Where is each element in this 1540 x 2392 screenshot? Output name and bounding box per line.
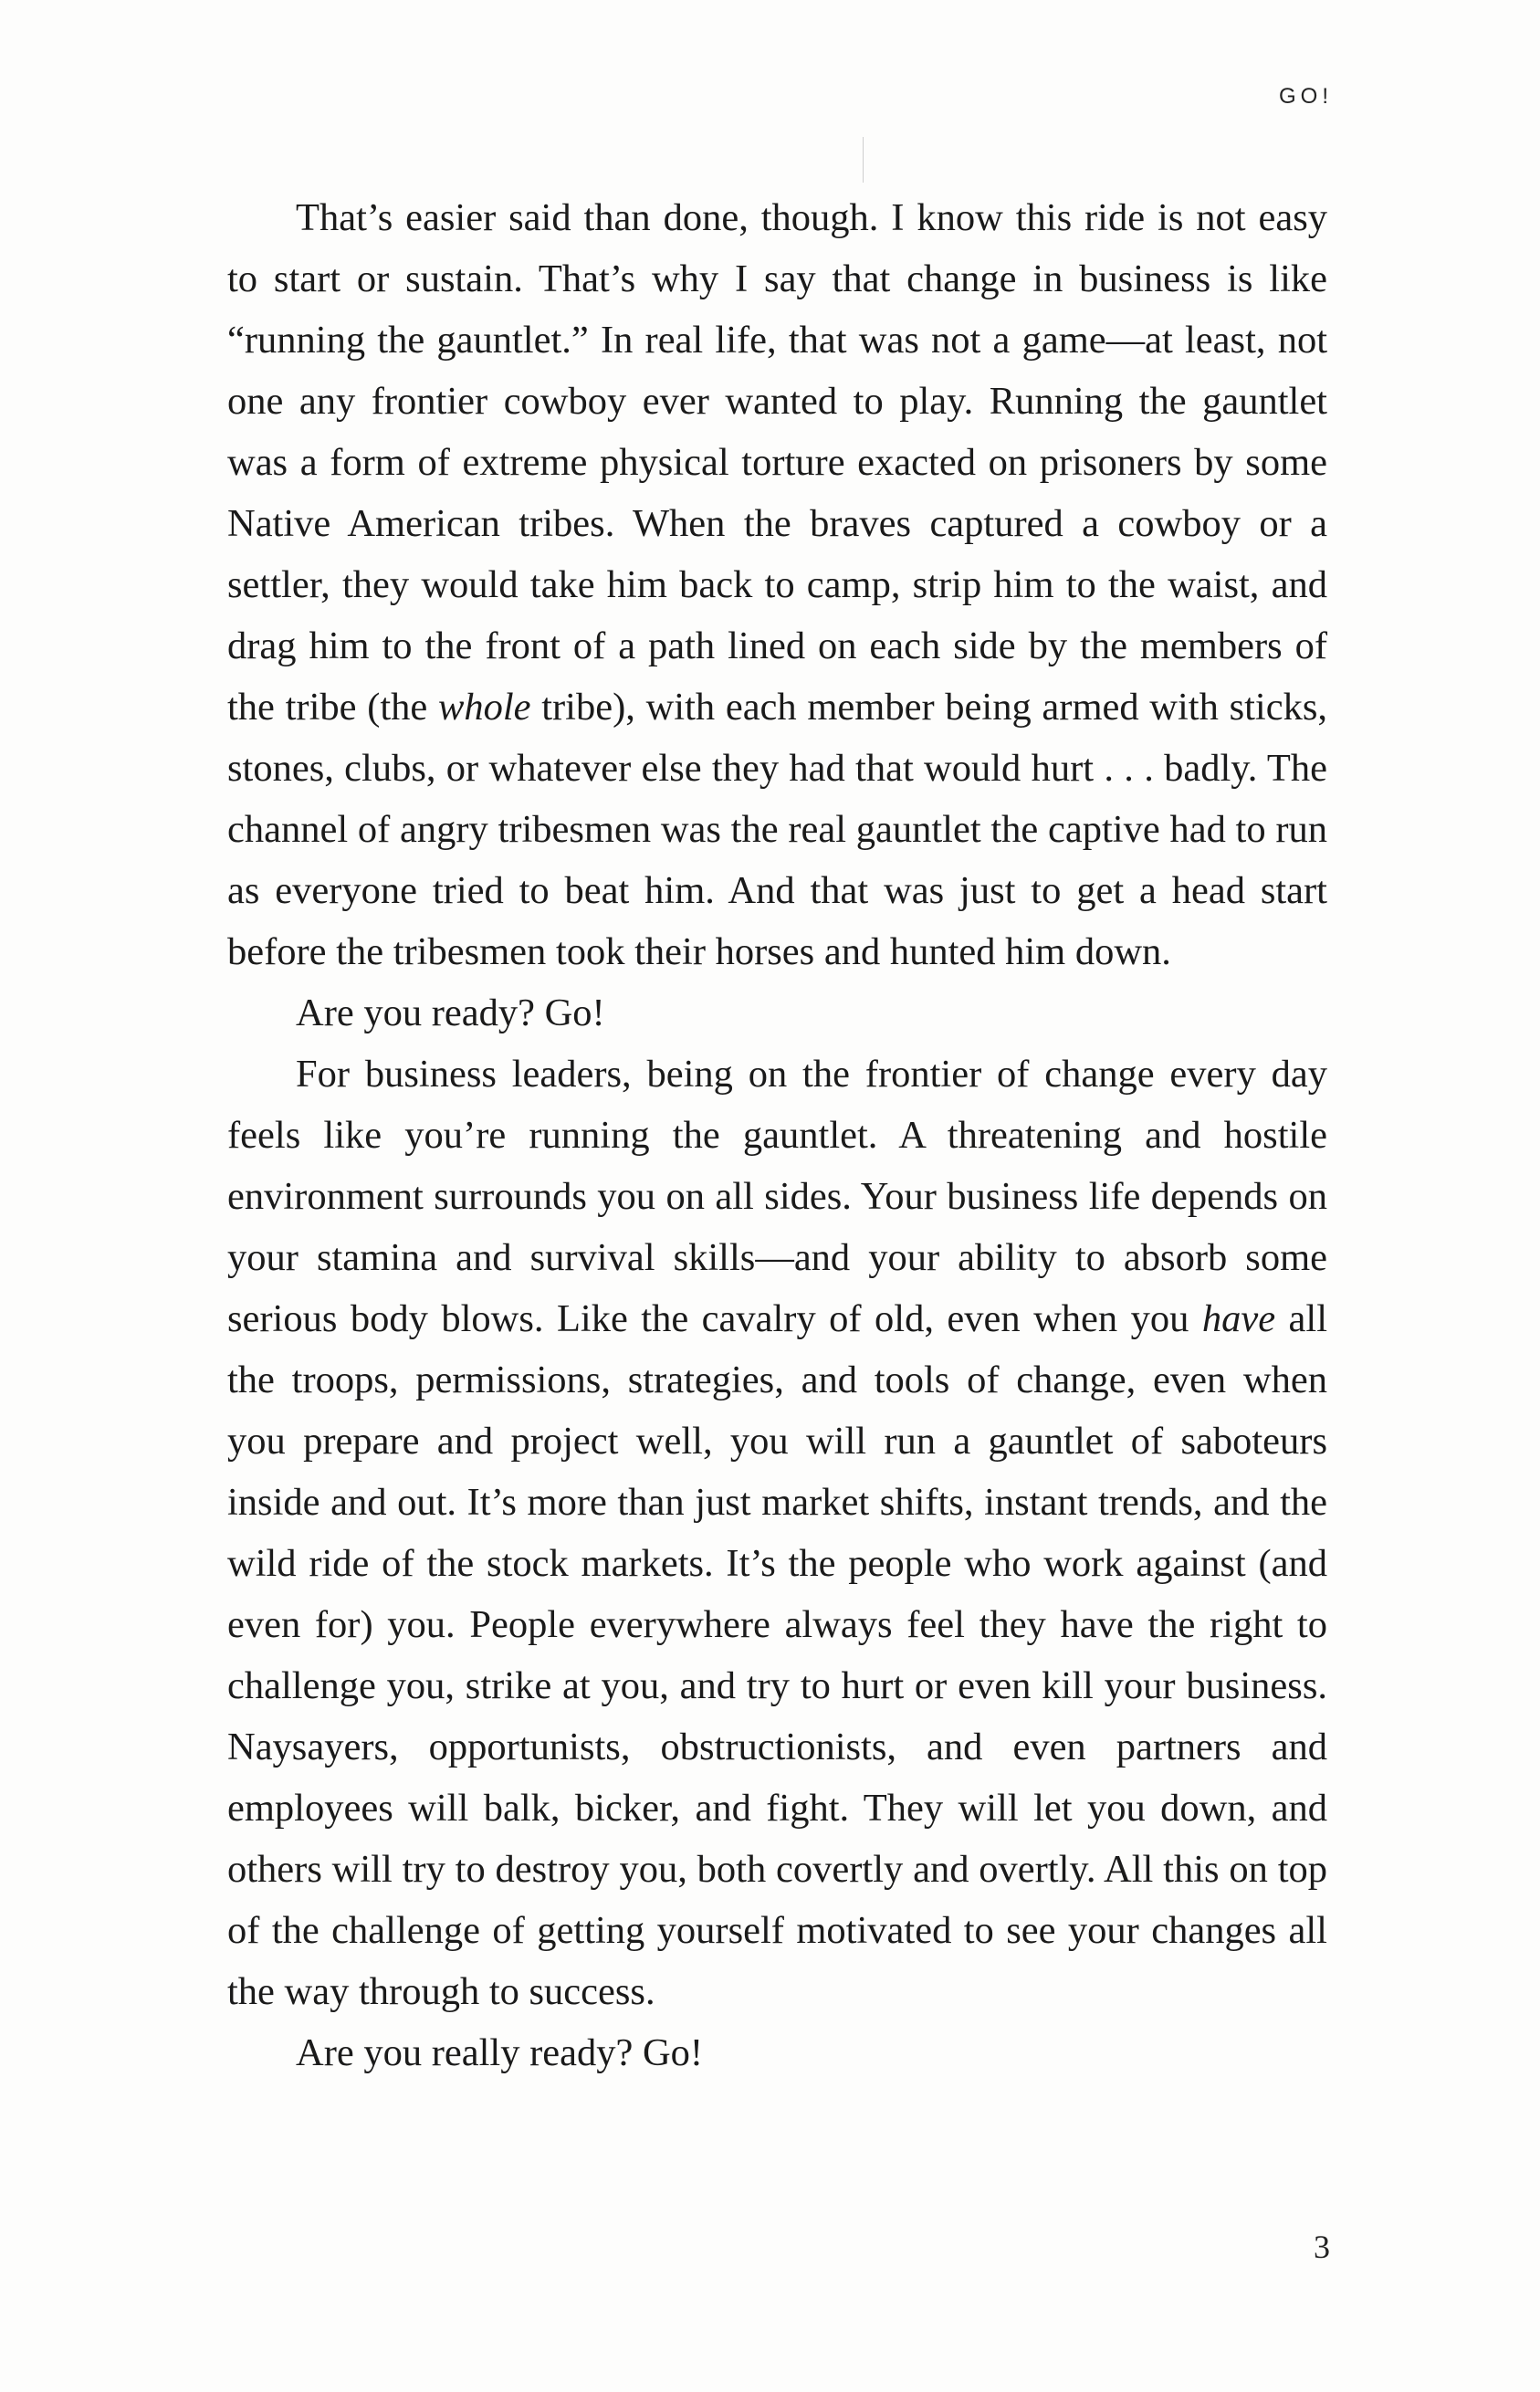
text-segment: That’s easier said than done, though. I know this ride is not easy to start or sustain. That’s why I say that change in business is like “running the gauntlet.” In real life, that was not a game—at least, not one any frontier cowboy ever wanted to play. Running the gauntlet was a form of extreme physical torture exacted on prisoners by some Native American tribes. When the braves captured a cowboy or a settler, they would take him back to camp, strip him to the waist, and drag him to the front of a path lined on each side by the members of the tribe (the	[227, 196, 1327, 729]
text-segment: Are you really ready? Go!	[296, 2031, 704, 2074]
text-segment: Are you ready? Go!	[296, 991, 605, 1034]
body-text	[227, 187, 1327, 2083]
text-segment: For business leaders, being on the frontier of change every day feels like you’re running the gauntlet. A threatening and hostile environment surrounds you on all sides. Your business life depends on your stamina and survival skills—and your ability to absorb some serious body blows. Like the cavalry of old, even when you	[227, 1053, 1327, 1340]
paragraph	[227, 187, 1327, 982]
text-segment: all the troops, permissions, strategies, and tools of change, even when you prepare and project well, you will run a gauntlet of saboteurs inside and out. It’s more than just market shifts, instant trends, and the wild ride of the stock markets. It’s the people who work against (and even for) you. People everywhere always feel they have the right to challenge you, strike at you, and try to hurt or even kill your business. Naysayers, opportunists, obstructionists, and even partners and employees will balk, bicker, and fight. They will let you down, and others will try to destroy you, both covertly and overtly. All this on top of the challenge of getting yourself motivated to see your changes all the way through to success.	[227, 1297, 1327, 2013]
scan-artifact-line	[863, 137, 864, 183]
italic-text: have	[1201, 1297, 1276, 1340]
text-segment: tribe), with each member being armed with sticks, stones, clubs, or whatever else they had that would hurt . . . badly. The channel of angry tribesmen was the real gauntlet the captive had to run as everyone tried to beat him. And that was just to get a head start before the tribesmen took their horses and hunted him down.	[227, 686, 1327, 973]
italic-text: whole	[437, 686, 531, 729]
running-head: GO!	[1278, 84, 1333, 109]
paragraph	[227, 2022, 1327, 2083]
paragraph	[227, 1044, 1327, 2022]
page-number: 3	[1314, 2229, 1330, 2265]
paragraph	[227, 982, 1327, 1044]
